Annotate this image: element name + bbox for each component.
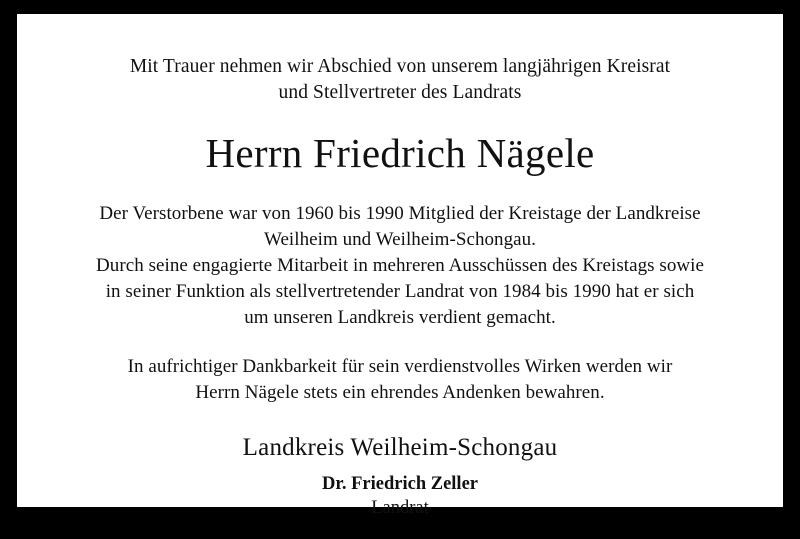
intro-text xyxy=(51,54,749,105)
paragraph-1-line-3: Durch seine engagierte Mitarbeit in mehreren Ausschüssen des Kreistags sowie xyxy=(96,255,704,276)
body-text xyxy=(51,201,749,407)
paragraph-1-line-5: um unseren Landkreis verdient gemacht. xyxy=(244,307,556,329)
obituary-content xyxy=(17,14,783,539)
paragraph-1-line-2: Weilheim und Weilheim-Schongau. xyxy=(263,228,536,250)
organisation-name: Landkreis Weilheim-Schongau xyxy=(242,434,558,462)
paragraph-2-line-1: In aufrichtiger Dankbarkeit für sein verdienstvolles Wirken werden wir xyxy=(127,355,673,377)
deceased-name: Herrn Friedrich Nägele xyxy=(205,130,595,177)
paragraph-1 xyxy=(51,201,749,332)
signer-name: Dr. Friedrich Zeller xyxy=(321,474,478,495)
paragraph-2 xyxy=(51,354,749,406)
signer-role: Landrat xyxy=(371,498,429,519)
intro-line-1: Mit Trauer nehmen wir Abschied von unserem langjährigen Kreisrat xyxy=(129,56,671,77)
paragraph-1-line-1: Der Verstorbene war von 1960 bis 1990 Mitglied der Kreistage der Landkreise xyxy=(99,202,701,224)
paragraph-2-line-2: Herrn Nägele stets ein ehrendes Andenken bewahren. xyxy=(195,381,605,403)
intro-line-2: und Stellvertreter des Landrats xyxy=(278,81,522,103)
paragraph-1-line-4: in seiner Funktion als stellvertretender Landrat von 1984 bis 1990 hat er sich xyxy=(105,281,695,303)
